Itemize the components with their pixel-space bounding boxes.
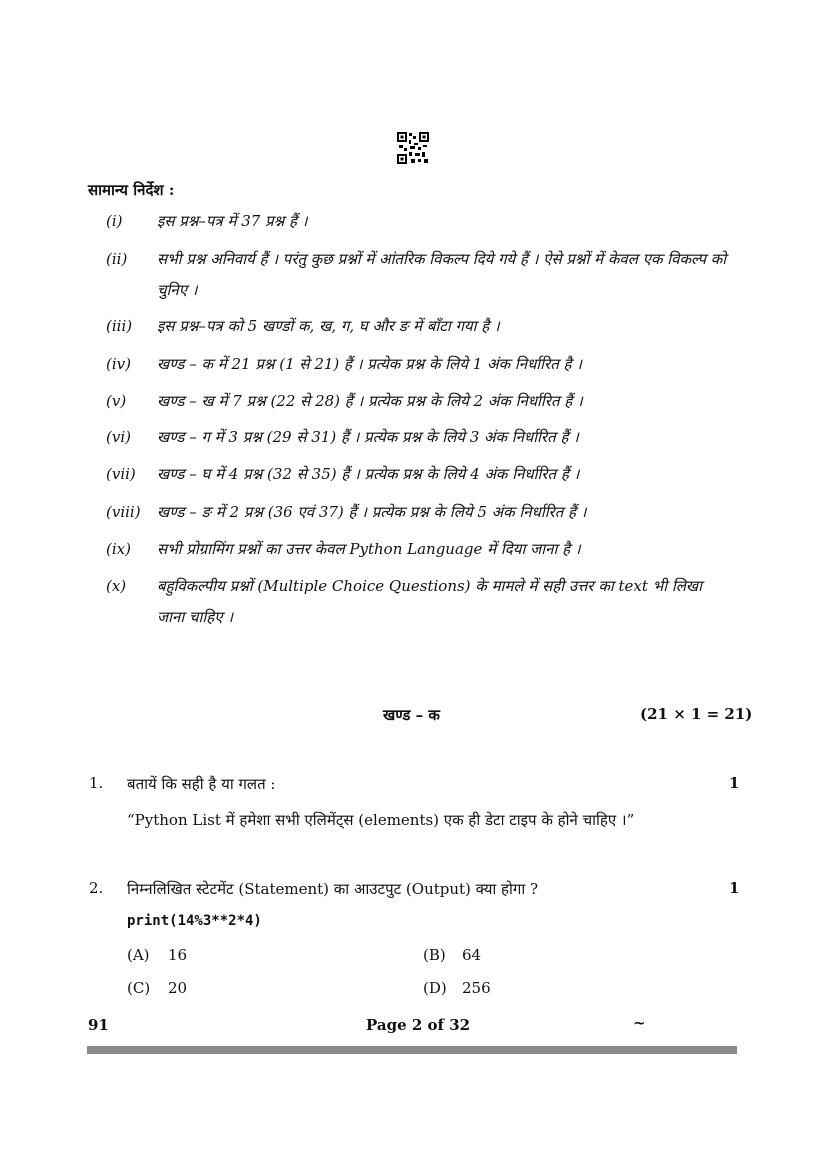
instruction-text: बहुविकल्पीय प्रश्नों (Multiple Choice Questions) के मामले में सही उत्तर का text भी लिखा जाना चाहिए । [157, 577, 703, 626]
option-label: (C) [127, 979, 151, 997]
instruction-number: (i) [106, 212, 123, 230]
instruction-number: (ii) [106, 250, 128, 268]
question-number: 1. [89, 774, 104, 792]
option-label: (D) [423, 979, 447, 997]
instruction-number: (v) [106, 392, 127, 410]
question-prompt: बतायें कि सही है या गलत : [127, 775, 276, 793]
footer-bar [87, 1046, 737, 1054]
instruction-number: (vi) [106, 428, 131, 446]
instruction-text: इस प्रश्न–पत्र को 5 खण्डों क, ख, ग, घ और ङ में बाँटा गया है । [157, 317, 500, 335]
option-value: 64 [462, 946, 482, 964]
instruction-text: खण्ड – ग में 3 प्रश्न (29 से 31) हैं । प्रत्येक प्रश्न के लिये 3 अंक निर्धारित हैं । [157, 428, 579, 446]
code-snippet: print(14%3**2*4) [127, 913, 262, 929]
section-marks: (21 × 1 = 21) [640, 705, 753, 723]
option-label: (B) [423, 946, 446, 964]
instruction-number: (vii) [106, 465, 136, 483]
footer-mark: ~ [633, 1014, 646, 1032]
question-marks: 1 [729, 774, 740, 792]
instruction-text: खण्ड – घ में 4 प्रश्न (32 से 35) हैं । प्रत्येक प्रश्न के लिये 4 अंक निर्धारित हैं । [157, 465, 580, 483]
instruction-number: (iii) [106, 317, 133, 335]
instruction-text: खण्ड – ख में 7 प्रश्न (22 से 28) हैं । प्रत्येक प्रश्न के लिये 2 अंक निर्धारित हैं । [157, 392, 583, 410]
qr-code-icon [396, 131, 430, 165]
instruction-text: खण्ड – क में 21 प्रश्न (1 से 21) हैं । प्रत्येक प्रश्न के लिये 1 अंक निर्धारित है । [157, 355, 582, 373]
question-marks: 1 [729, 879, 740, 897]
option-value: 16 [168, 946, 188, 964]
instruction-text: सभी प्रश्न अनिवार्य हैं । परंतु कुछ प्रश्नों में आंतरिक विकल्प दिये गये हैं । ऐसे प्रश्नों में केवल एक विकल्प को चुनिए । [157, 250, 727, 299]
instructions-heading: सामान्य निर्देश : [88, 181, 175, 199]
option-value: 20 [168, 979, 188, 997]
question-statement: “Python List में हमेशा सभी एलिमेंट्स (elements) एक ही डेटा टाइप के होने चाहिए ।” [127, 811, 635, 829]
paper-code: 91 [88, 1016, 109, 1034]
option-label: (A) [127, 946, 150, 964]
instruction-number: (viii) [106, 503, 141, 521]
question-prompt: निम्नलिखित स्टेटमेंट (Statement) का आउटपुट (Output) क्या होगा ? [127, 880, 539, 898]
question-number: 2. [89, 879, 104, 897]
section-title: खण्ड – क [383, 706, 440, 724]
instruction-text: सभी प्रोग्रामिंग प्रश्नों का उत्तर केवल Python Language में दिया जाना है । [157, 540, 581, 558]
instruction-text: इस प्रश्न–पत्र में 37 प्रश्न हैं । [157, 212, 308, 230]
instruction-text: खण्ड – ङ में 2 प्रश्न (36 एवं 37) हैं । प्रत्येक प्रश्न के लिये 5 अंक निर्धारित हैं । [157, 503, 587, 521]
instruction-number: (iv) [106, 355, 131, 373]
page-number: Page 2 of 32 [366, 1016, 471, 1034]
option-value: 256 [462, 979, 491, 997]
instruction-number: (ix) [106, 540, 131, 558]
instruction-number: (x) [106, 577, 127, 595]
